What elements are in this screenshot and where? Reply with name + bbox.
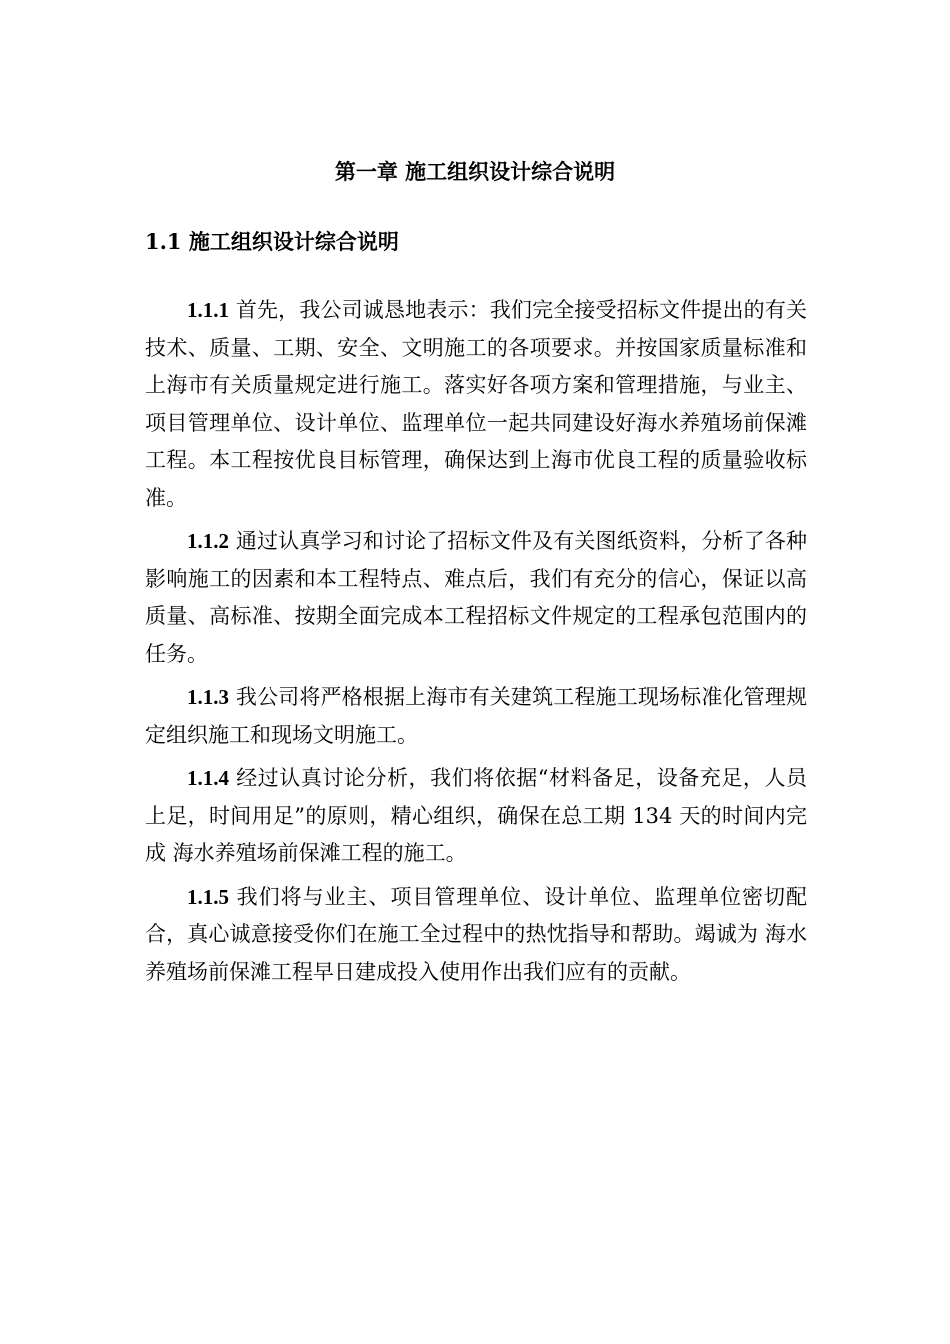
- paragraph-text: 我们将与业主、项目管理单位、设计单位、监理单位密切配合，真心诚意接受你们在施工全过程中的热忱指导和帮助。竭诚为 海水养殖场前保滩工程早日建成投入使用作出我们应有的贡献。: [145, 884, 807, 984]
- paragraph-1-1-5: [145, 879, 807, 992]
- paragraph-number: 1.1.2: [187, 529, 229, 553]
- paragraph-text: 通过认真学习和讨论了招标文件及有关图纸资料，分析了各种影响施工的因素和本工程特点、难点后，我们有充分的信心，保证以高质量、高标准、按期全面完成本工程招标文件规定的工程承包范围内的任务。: [145, 529, 807, 666]
- document-body: [145, 292, 807, 997]
- paragraph-1-1-1: [145, 292, 807, 517]
- paragraph-1-1-2: [145, 523, 807, 673]
- chapter-title: 第一章 施工组织设计综合说明: [334, 159, 616, 184]
- section-title: 1.1 施工组织设计综合说明: [145, 229, 399, 254]
- paragraph-text: 首先，我公司诚恳地表示：我们完全接受招标文件提出的有关技术、质量、工期、安全、文明施工的各项要求。并按国家质量标准和上海市有关质量规定进行施工。落实好各项方案和管理措施，与业主、项目管理单位、设计单位、监理单位一起共同建设好海水养殖场前保滩工程。本工程按优良目标管理，确保达到上海市优良工程的质量验收标准。: [145, 298, 807, 510]
- paragraph-1-1-3: [145, 679, 807, 754]
- paragraph-number: 1.1.4: [187, 766, 229, 790]
- paragraph-1-1-4: [145, 760, 807, 873]
- paragraph-text: 我公司将严格根据上海市有关建筑工程施工现场标准化管理规定组织施工和现场文明施工。: [145, 685, 807, 747]
- paragraph-text: 经过认真讨论分析，我们将依据“材料备足，设备充足，人员上足，时间用足”的原则，精心组织，确保在总工期 134 天的时间内完成 海水养殖场前保滩工程的施工。: [145, 766, 807, 865]
- paragraph-number: 1.1.5: [187, 884, 229, 909]
- paragraph-number: 1.1.1: [187, 298, 229, 322]
- paragraph-number: 1.1.3: [187, 685, 229, 709]
